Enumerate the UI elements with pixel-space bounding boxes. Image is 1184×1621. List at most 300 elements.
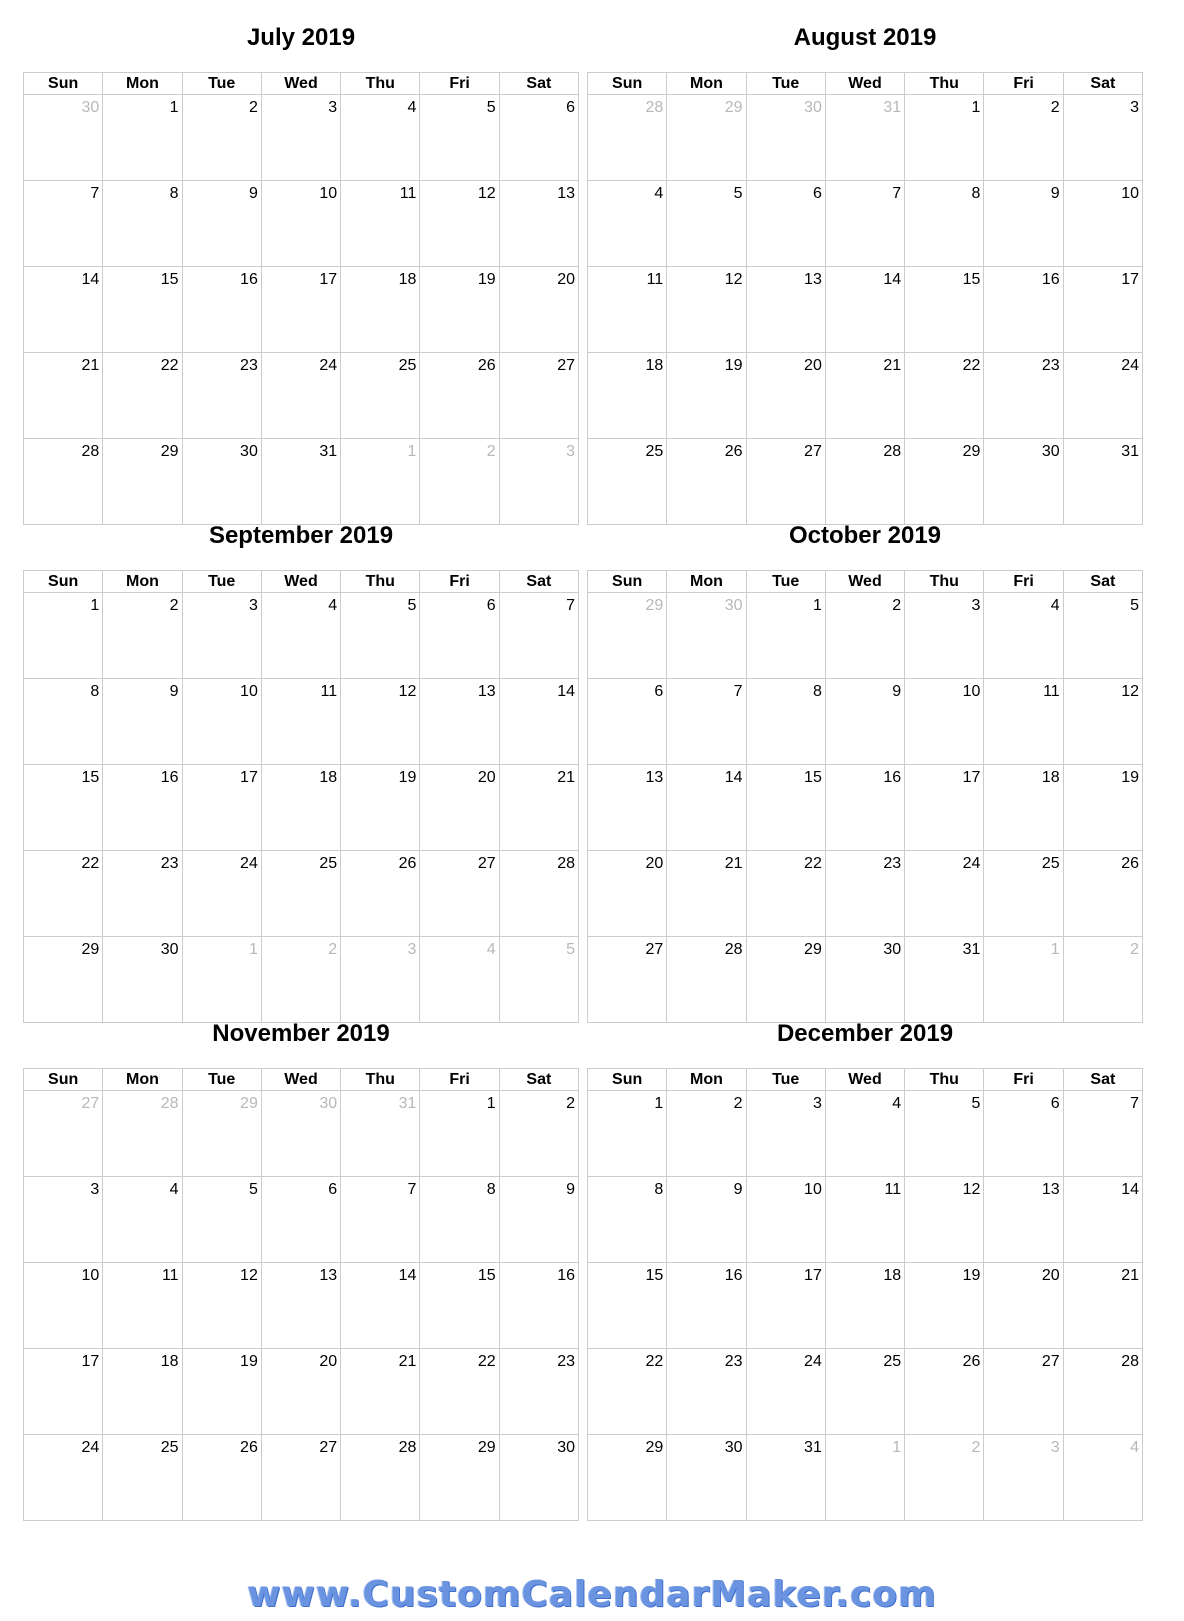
day-cell[interactable]: [905, 439, 984, 525]
day-number: 21: [398, 1353, 417, 1370]
day-cell[interactable]: [499, 95, 578, 181]
day-number: 6: [654, 683, 664, 700]
weekday-header-sat: Sat: [499, 73, 578, 95]
day-cell[interactable]: [103, 1263, 182, 1349]
day-cell[interactable]: [420, 1263, 499, 1349]
calendar-grid: [23, 1068, 579, 1521]
day-number: 9: [1050, 185, 1060, 202]
day-cell[interactable]: [103, 353, 182, 439]
day-number: 13: [557, 185, 575, 202]
day-cell[interactable]: [825, 1091, 904, 1177]
day-cell[interactable]: [905, 95, 984, 181]
day-cell[interactable]: [984, 1091, 1063, 1177]
day-cell[interactable]: [341, 851, 420, 937]
day-cell[interactable]: [667, 937, 746, 1023]
day-cell[interactable]: [261, 439, 340, 525]
day-cell-outside-month[interactable]: [24, 95, 103, 181]
day-cell[interactable]: [341, 679, 420, 765]
day-cell[interactable]: [746, 181, 825, 267]
day-number: 27: [319, 1439, 338, 1456]
day-cell[interactable]: [825, 1263, 904, 1349]
day-cell[interactable]: [825, 1177, 904, 1263]
day-cell[interactable]: [905, 267, 984, 353]
day-cell[interactable]: [182, 267, 261, 353]
weekday-header-tue: Tue: [746, 73, 825, 95]
day-cell[interactable]: [182, 593, 261, 679]
day-cell[interactable]: [667, 181, 746, 267]
day-cell[interactable]: [1063, 851, 1142, 937]
day-number: 23: [557, 1353, 575, 1370]
day-number: 7: [90, 185, 100, 202]
day-cell[interactable]: [261, 267, 340, 353]
day-cell[interactable]: [667, 1091, 746, 1177]
weekday-header-mon: Mon: [103, 1069, 182, 1091]
day-cell[interactable]: [588, 181, 667, 267]
day-cell[interactable]: [182, 1435, 261, 1521]
day-cell[interactable]: [1063, 1091, 1142, 1177]
day-cell-outside-month[interactable]: [905, 1435, 984, 1521]
day-cell[interactable]: [588, 1091, 667, 1177]
day-cell[interactable]: [103, 765, 182, 851]
day-cell[interactable]: [499, 1349, 578, 1435]
day-cell[interactable]: [984, 1349, 1063, 1435]
day-cell-outside-month[interactable]: [103, 1091, 182, 1177]
day-cell-outside-month[interactable]: [499, 937, 578, 1023]
day-cell[interactable]: [499, 851, 578, 937]
day-cell[interactable]: [667, 679, 746, 765]
day-number: 28: [557, 855, 575, 872]
day-cell[interactable]: [499, 679, 578, 765]
day-number: 5: [971, 1095, 981, 1112]
day-cell[interactable]: [182, 95, 261, 181]
day-number: 27: [645, 941, 664, 958]
day-number: 22: [477, 1353, 496, 1370]
day-cell[interactable]: [905, 353, 984, 439]
day-cell[interactable]: [261, 1435, 340, 1521]
day-cell-outside-month[interactable]: [24, 1091, 103, 1177]
day-number: 2: [328, 941, 338, 958]
day-cell[interactable]: [182, 851, 261, 937]
day-cell[interactable]: [825, 1349, 904, 1435]
weekday-header-mon: Mon: [667, 1069, 746, 1091]
day-number: 4: [1130, 1439, 1139, 1456]
day-cell[interactable]: [905, 1263, 984, 1349]
day-cell[interactable]: [341, 353, 420, 439]
day-cell[interactable]: [1063, 353, 1142, 439]
day-cell[interactable]: [984, 181, 1063, 267]
day-cell[interactable]: [1063, 1349, 1142, 1435]
day-cell[interactable]: [499, 353, 578, 439]
day-cell[interactable]: [182, 181, 261, 267]
day-cell[interactable]: [499, 593, 578, 679]
day-cell[interactable]: [825, 937, 904, 1023]
day-cell[interactable]: [588, 267, 667, 353]
day-cell[interactable]: [905, 679, 984, 765]
weekday-header-mon: Mon: [103, 571, 182, 593]
day-number: 19: [240, 1353, 258, 1370]
day-cell[interactable]: [24, 181, 103, 267]
day-cell-outside-month[interactable]: [667, 95, 746, 181]
day-number: 1: [169, 99, 179, 116]
day-number: 29: [81, 941, 100, 958]
day-cell[interactable]: [24, 267, 103, 353]
day-cell[interactable]: [103, 1349, 182, 1435]
day-number: 30: [883, 941, 902, 958]
day-cell[interactable]: [984, 95, 1063, 181]
day-number: 21: [883, 357, 902, 374]
weekday-header-wed: Wed: [825, 1069, 904, 1091]
day-cell[interactable]: [182, 439, 261, 525]
day-cell[interactable]: [24, 1349, 103, 1435]
day-cell[interactable]: [341, 95, 420, 181]
day-cell[interactable]: [103, 1435, 182, 1521]
day-number: 14: [557, 683, 575, 700]
day-cell[interactable]: [341, 1263, 420, 1349]
day-cell[interactable]: [103, 593, 182, 679]
day-cell[interactable]: [182, 765, 261, 851]
day-cell[interactable]: [182, 1177, 261, 1263]
day-cell[interactable]: [499, 1091, 578, 1177]
day-cell[interactable]: [261, 95, 340, 181]
day-cell[interactable]: [420, 353, 499, 439]
day-cell[interactable]: [746, 267, 825, 353]
day-number: 1: [90, 597, 100, 614]
day-cell[interactable]: [420, 1349, 499, 1435]
day-cell-outside-month[interactable]: [667, 593, 746, 679]
day-cell[interactable]: [984, 765, 1063, 851]
day-cell[interactable]: [746, 1435, 825, 1521]
day-cell[interactable]: [24, 1435, 103, 1521]
day-cell[interactable]: [103, 267, 182, 353]
day-cell[interactable]: [24, 353, 103, 439]
day-cell[interactable]: [499, 267, 578, 353]
day-cell[interactable]: [667, 1435, 746, 1521]
day-cell[interactable]: [420, 593, 499, 679]
day-number: 8: [486, 1181, 496, 1198]
day-cell[interactable]: [499, 1263, 578, 1349]
day-number: 24: [319, 357, 338, 374]
week-row: [588, 1177, 1143, 1263]
day-cell[interactable]: [984, 353, 1063, 439]
day-number: 28: [81, 443, 100, 460]
day-number: 11: [320, 683, 338, 700]
day-cell[interactable]: [420, 181, 499, 267]
weekday-header-fri: Fri: [984, 571, 1063, 593]
day-cell[interactable]: [588, 851, 667, 937]
day-number: 11: [646, 271, 664, 288]
week-row: [24, 353, 579, 439]
day-cell[interactable]: [746, 937, 825, 1023]
day-cell[interactable]: [261, 181, 340, 267]
day-cell[interactable]: [825, 593, 904, 679]
day-cell[interactable]: [746, 593, 825, 679]
day-cell[interactable]: [261, 1349, 340, 1435]
day-number: 14: [883, 271, 902, 288]
day-cell[interactable]: [984, 851, 1063, 937]
day-number: 18: [883, 1267, 902, 1284]
day-number: 4: [169, 1181, 179, 1198]
day-cell[interactable]: [1063, 593, 1142, 679]
day-cell[interactable]: [499, 181, 578, 267]
day-cell[interactable]: [341, 593, 420, 679]
day-cell-outside-month[interactable]: [984, 1435, 1063, 1521]
day-cell[interactable]: [588, 765, 667, 851]
day-number: 12: [398, 683, 417, 700]
day-number: 2: [971, 1439, 981, 1456]
day-cell[interactable]: [420, 851, 499, 937]
day-cell[interactable]: [182, 1263, 261, 1349]
day-cell[interactable]: [420, 95, 499, 181]
weekday-header-sun: Sun: [588, 1069, 667, 1091]
day-cell[interactable]: [499, 765, 578, 851]
day-cell-outside-month[interactable]: [588, 593, 667, 679]
day-cell[interactable]: [905, 765, 984, 851]
day-number: 26: [724, 443, 743, 460]
day-number: 8: [812, 683, 822, 700]
day-cell-outside-month[interactable]: [341, 439, 420, 525]
day-cell[interactable]: [261, 679, 340, 765]
day-cell[interactable]: [103, 95, 182, 181]
weekday-header-fri: Fri: [984, 73, 1063, 95]
day-number: 28: [160, 1095, 179, 1112]
day-number: 3: [812, 1095, 822, 1112]
day-number: 27: [477, 855, 496, 872]
day-cell[interactable]: [24, 593, 103, 679]
day-cell-outside-month[interactable]: [182, 1091, 261, 1177]
day-cell[interactable]: [1063, 1177, 1142, 1263]
day-cell[interactable]: [341, 765, 420, 851]
day-cell[interactable]: [1063, 765, 1142, 851]
day-number: 2: [169, 597, 179, 614]
weekday-header-sun: Sun: [24, 73, 103, 95]
day-number: 26: [962, 1353, 981, 1370]
day-cell-outside-month[interactable]: [825, 95, 904, 181]
day-cell[interactable]: [103, 1177, 182, 1263]
day-number: 8: [90, 683, 100, 700]
day-cell[interactable]: [588, 1435, 667, 1521]
day-cell[interactable]: [261, 353, 340, 439]
day-number: 1: [248, 941, 258, 958]
day-cell[interactable]: [746, 851, 825, 937]
day-cell[interactable]: [746, 1091, 825, 1177]
day-cell[interactable]: [1063, 181, 1142, 267]
day-cell[interactable]: [499, 1177, 578, 1263]
day-cell[interactable]: [825, 765, 904, 851]
day-cell[interactable]: [341, 1349, 420, 1435]
weekday-header-wed: Wed: [261, 1069, 340, 1091]
day-cell[interactable]: [588, 937, 667, 1023]
week-row: [24, 181, 579, 267]
day-cell[interactable]: [905, 851, 984, 937]
day-cell[interactable]: [667, 439, 746, 525]
day-cell[interactable]: [746, 1263, 825, 1349]
week-row: [588, 95, 1143, 181]
day-number: 1: [1050, 941, 1060, 958]
weekday-header-sat: Sat: [499, 571, 578, 593]
day-cell[interactable]: [984, 593, 1063, 679]
week-row: [24, 937, 579, 1023]
day-cell[interactable]: [1063, 679, 1142, 765]
day-number: 13: [804, 271, 822, 288]
day-cell[interactable]: [984, 1177, 1063, 1263]
day-cell[interactable]: [420, 1177, 499, 1263]
weekday-header-sun: Sun: [24, 1069, 103, 1091]
day-cell[interactable]: [1063, 439, 1142, 525]
day-cell[interactable]: [905, 181, 984, 267]
day-cell-outside-month[interactable]: [588, 95, 667, 181]
footer-website-link[interactable]: www.CustomCalendarMaker.com: [247, 1574, 937, 1615]
day-cell[interactable]: [825, 181, 904, 267]
day-cell-outside-month[interactable]: [1063, 1435, 1142, 1521]
day-cell[interactable]: [588, 1349, 667, 1435]
day-cell[interactable]: [746, 1177, 825, 1263]
day-number: 29: [160, 443, 179, 460]
day-number: 27: [1041, 1353, 1060, 1370]
day-number: 1: [812, 597, 822, 614]
day-cell[interactable]: [667, 765, 746, 851]
day-cell[interactable]: [905, 593, 984, 679]
day-cell[interactable]: [24, 1177, 103, 1263]
day-cell[interactable]: [24, 851, 103, 937]
day-cell[interactable]: [182, 679, 261, 765]
week-row: [24, 765, 579, 851]
day-cell-outside-month[interactable]: [746, 95, 825, 181]
day-cell[interactable]: [667, 353, 746, 439]
day-cell[interactable]: [588, 353, 667, 439]
day-cell[interactable]: [1063, 95, 1142, 181]
day-cell[interactable]: [499, 1435, 578, 1521]
calendar-grid: [587, 72, 1143, 525]
day-number: 29: [477, 1439, 496, 1456]
day-cell[interactable]: [261, 593, 340, 679]
day-cell-outside-month[interactable]: [1063, 937, 1142, 1023]
day-cell[interactable]: [103, 181, 182, 267]
weekday-header-thu: Thu: [341, 571, 420, 593]
day-cell[interactable]: [905, 1349, 984, 1435]
day-cell[interactable]: [825, 267, 904, 353]
day-cell[interactable]: [825, 353, 904, 439]
day-cell[interactable]: [1063, 267, 1142, 353]
day-cell[interactable]: [261, 851, 340, 937]
day-cell[interactable]: [825, 679, 904, 765]
day-cell-outside-month[interactable]: [341, 937, 420, 1023]
day-cell[interactable]: [984, 1263, 1063, 1349]
day-cell[interactable]: [588, 679, 667, 765]
day-cell-outside-month[interactable]: [261, 1091, 340, 1177]
weekday-header-row: [588, 571, 1143, 593]
day-cell[interactable]: [905, 937, 984, 1023]
day-cell-outside-month[interactable]: [825, 1435, 904, 1521]
day-cell[interactable]: [24, 439, 103, 525]
day-cell[interactable]: [746, 765, 825, 851]
day-number: 20: [645, 855, 664, 872]
day-number: 15: [81, 769, 100, 786]
day-cell[interactable]: [667, 851, 746, 937]
day-cell-outside-month[interactable]: [341, 1091, 420, 1177]
week-row: [588, 1091, 1143, 1177]
day-cell[interactable]: [420, 1435, 499, 1521]
day-cell-outside-month[interactable]: [984, 937, 1063, 1023]
day-number: 19: [1121, 769, 1139, 786]
weekday-header-row: [24, 73, 579, 95]
calendar-grid: [23, 570, 579, 1023]
day-number: 4: [892, 1095, 902, 1112]
day-number: 10: [240, 683, 258, 700]
day-cell[interactable]: [24, 679, 103, 765]
day-cell[interactable]: [261, 1177, 340, 1263]
day-cell[interactable]: [103, 851, 182, 937]
day-cell[interactable]: [420, 267, 499, 353]
day-cell[interactable]: [984, 267, 1063, 353]
day-cell[interactable]: [746, 679, 825, 765]
day-cell[interactable]: [1063, 1263, 1142, 1349]
day-cell[interactable]: [182, 353, 261, 439]
day-cell[interactable]: [24, 1263, 103, 1349]
day-number: 3: [90, 1181, 100, 1198]
day-cell[interactable]: [588, 1177, 667, 1263]
day-number: 6: [812, 185, 822, 202]
day-cell[interactable]: [667, 267, 746, 353]
day-cell-outside-month[interactable]: [182, 937, 261, 1023]
day-cell[interactable]: [825, 851, 904, 937]
day-cell[interactable]: [667, 1349, 746, 1435]
day-cell[interactable]: [341, 1435, 420, 1521]
day-cell[interactable]: [420, 765, 499, 851]
day-cell[interactable]: [984, 439, 1063, 525]
day-cell-outside-month[interactable]: [420, 439, 499, 525]
day-cell[interactable]: [24, 937, 103, 1023]
day-cell[interactable]: [588, 439, 667, 525]
day-cell[interactable]: [746, 1349, 825, 1435]
day-cell-outside-month[interactable]: [499, 439, 578, 525]
day-cell[interactable]: [667, 1177, 746, 1263]
day-cell[interactable]: [420, 679, 499, 765]
day-cell[interactable]: [261, 765, 340, 851]
day-cell-outside-month[interactable]: [420, 937, 499, 1023]
day-cell[interactable]: [103, 439, 182, 525]
day-cell[interactable]: [182, 1349, 261, 1435]
day-number: 20: [319, 1353, 338, 1370]
day-cell[interactable]: [746, 439, 825, 525]
day-cell[interactable]: [420, 1091, 499, 1177]
weekday-header-wed: Wed: [261, 73, 340, 95]
day-cell[interactable]: [667, 1263, 746, 1349]
month-title: July 2019: [246, 24, 356, 51]
day-number: 29: [645, 597, 664, 614]
day-cell[interactable]: [341, 1177, 420, 1263]
day-cell[interactable]: [341, 181, 420, 267]
day-cell[interactable]: [905, 1091, 984, 1177]
day-number: 12: [240, 1267, 258, 1284]
day-cell[interactable]: [588, 1263, 667, 1349]
day-number: 16: [1041, 271, 1060, 288]
day-cell[interactable]: [261, 1263, 340, 1349]
day-cell[interactable]: [984, 679, 1063, 765]
day-number: 30: [557, 1439, 575, 1456]
week-row: [588, 1435, 1143, 1521]
day-number: 20: [804, 357, 822, 374]
day-cell[interactable]: [746, 353, 825, 439]
day-cell[interactable]: [24, 765, 103, 851]
day-cell[interactable]: [825, 439, 904, 525]
day-cell[interactable]: [341, 267, 420, 353]
day-cell[interactable]: [103, 937, 182, 1023]
day-cell[interactable]: [905, 1177, 984, 1263]
day-number: 11: [161, 1267, 179, 1284]
day-number: 16: [557, 1267, 575, 1284]
day-cell[interactable]: [103, 679, 182, 765]
day-cell-outside-month[interactable]: [261, 937, 340, 1023]
